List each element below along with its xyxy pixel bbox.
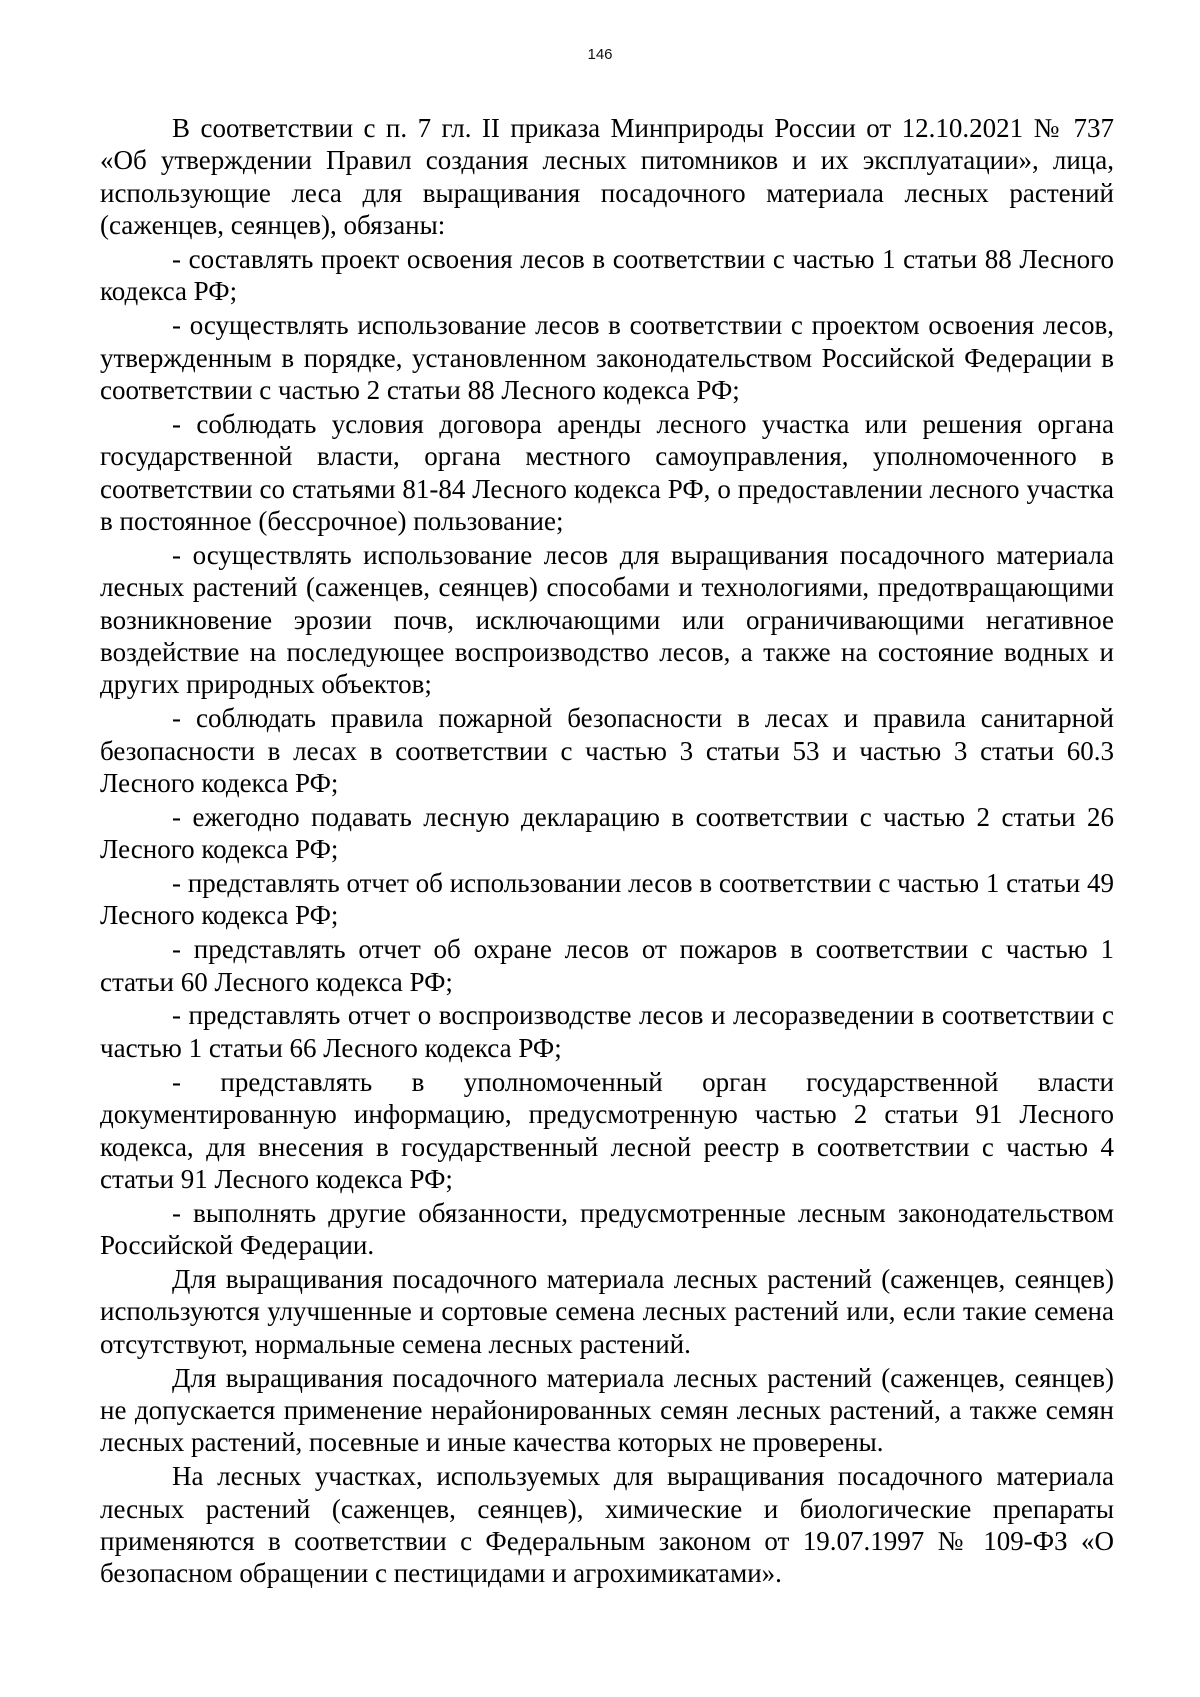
body-paragraph: Для выращивания посадочного материала лесных растений (саженцев, сеянцев) не допускается применение нерайонированных семян лесных растений, а также семян лесных растений, посевные и иные качества которых не проверены. xyxy=(100,1362,1114,1458)
obligation-item: - ежегодно подавать лесную декларацию в соответствии с частью 2 статьи 26 Лесного кодекса РФ; xyxy=(100,801,1114,865)
intro-paragraph: В соответствии с п. 7 гл. II приказа Минприроды России от 12.10.2021 № 737 «Об утверждении Правил создания лесных питомников и их эксплуатации», лица, использующие леса для выращивания посадочного материала лесных растений (саженцев, сеянцев), обязаны: xyxy=(100,113,1114,241)
page-number: 146 xyxy=(587,46,613,63)
obligation-item: - соблюдать правила пожарной безопасности в лесах и правила санитарной безопасности в лесах в соответствии с частью 3 статьи 53 и частью 3 статьи 60.3 Лесного кодекса РФ; xyxy=(100,703,1114,799)
obligation-item: - представлять отчет о воспроизводстве лесов и лесоразведении в соответствии с частью 1 статьи 66 Лесного кодекса РФ; xyxy=(100,1000,1114,1063)
obligation-item: - составлять проект освоения лесов в соответствии с частью 1 статьи 88 Лесного кодекса РФ; xyxy=(100,244,1114,307)
obligation-item: - представлять отчет об использовании лесов в соответствии с частью 1 статьи 49 Лесного кодекса РФ; xyxy=(100,868,1114,931)
obligation-item: - осуществлять использование лесов в соответствии с проектом освоения лесов, утвержденным в порядке, установленном законодательством Российской Федерации в соответствии с частью 2 статьи 88 Лесного кодекса РФ; xyxy=(100,310,1114,406)
document-body xyxy=(100,112,1114,1590)
obligation-item: - осуществлять использование лесов для выращивания посадочного материала лесных растений (саженцев, сеянцев) способами и технологиями, предотвращающими возникновение эрозии почв, исключающими или ограничивающими негативное воздействие на последующее воспроизводство лесов, а также на состояние водных и других природных объектов; xyxy=(100,539,1114,700)
obligation-item: - представлять отчет об охране лесов от пожаров в соответствии с частью 1 статьи 60 Лесного кодекса РФ; xyxy=(100,934,1114,997)
body-paragraph: На лесных участках, используемых для выращивания посадочного материала лесных растений (саженцев, сеянцев), химические и биологические препараты применяются в соответствии с Федеральным законом от 19.07.1997 № 109-ФЗ «О безопасном обращении с пестицидами и агрохимикатами». xyxy=(100,1461,1114,1589)
obligation-item: - выполнять другие обязанности, предусмотренные лесным законодательством Российской Федерации. xyxy=(100,1197,1114,1261)
obligation-item: - представлять в уполномоченный орган государственной власти документированную информацию, предусмотренную частью 2 статьи 91 Лесного кодекса, для внесения в государственный лесной реестр в соответствии с частью 4 статьи 91 Лесного кодекса РФ; xyxy=(100,1066,1114,1194)
obligation-item: - соблюдать условия договора аренды лесного участка или решения органа государственной власти, органа местного самоуправления, уполномоченного в соответствии со статьями 81-84 Лесного кодекса РФ, о предоставлении лесного участка в постоянное (бессрочное) пользование; xyxy=(100,408,1114,537)
body-paragraph: Для выращивания посадочного материала лесных растений (саженцев, сеянцев) используются улучшенные и сортовые семена лесных растений или, если такие семена отсутствуют, нормальные семена лесных растений. xyxy=(100,1263,1114,1359)
